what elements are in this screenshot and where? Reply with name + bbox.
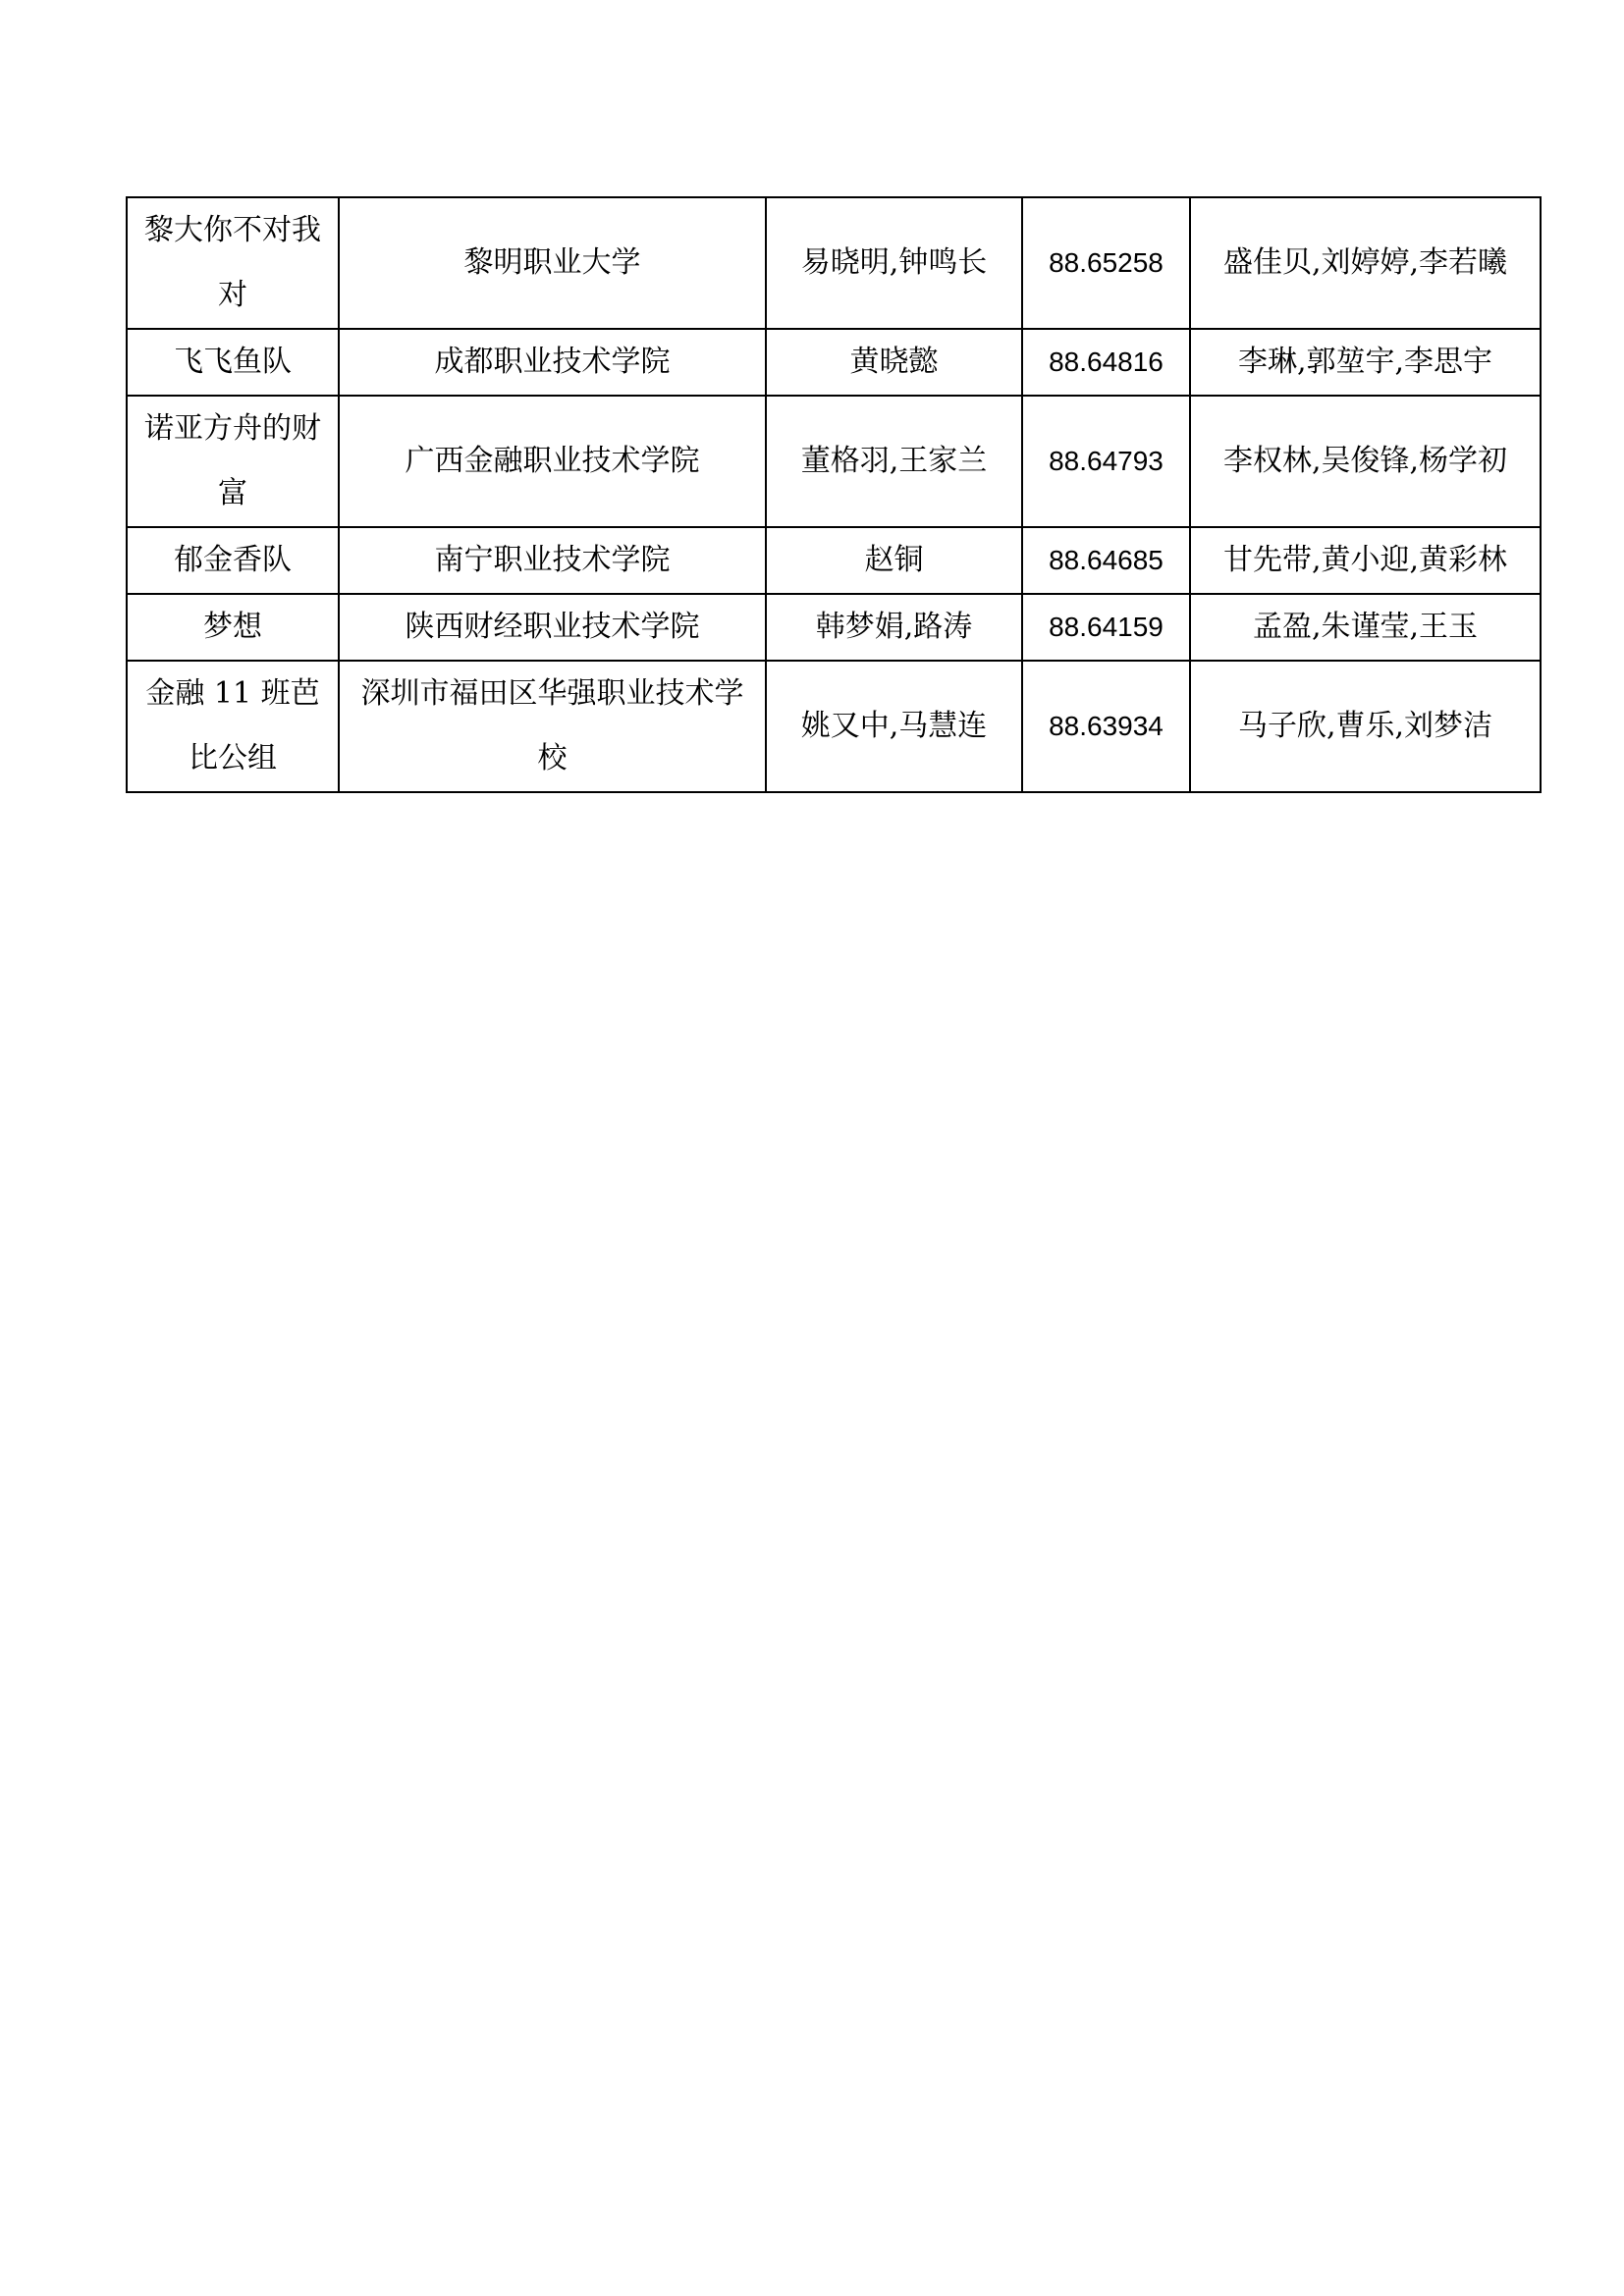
team-name-cell: 梦想 bbox=[127, 594, 339, 661]
members-cell: 李权林,吴俊锋,杨学初 bbox=[1190, 396, 1541, 527]
school-cell: 深圳市福田区华强职业技术学校 bbox=[339, 661, 766, 792]
members-cell: 孟盈,朱谨莹,王玉 bbox=[1190, 594, 1541, 661]
school-cell: 黎明职业大学 bbox=[339, 197, 766, 329]
score-cell: 88.65258 bbox=[1022, 197, 1190, 329]
members-cell: 李琳,郭堃宇,李思宇 bbox=[1190, 329, 1541, 396]
table-row bbox=[127, 329, 1541, 396]
members-cell: 甘先带,黄小迎,黄彩林 bbox=[1190, 527, 1541, 594]
team-name-cell: 飞飞鱼队 bbox=[127, 329, 339, 396]
table-row bbox=[127, 527, 1541, 594]
school-cell: 陕西财经职业技术学院 bbox=[339, 594, 766, 661]
score-cell: 88.63934 bbox=[1022, 661, 1190, 792]
team-name-cell: 金融 11 班芭比公组 bbox=[127, 661, 339, 792]
team-name-cell: 黎大你不对我对 bbox=[127, 197, 339, 329]
table-row bbox=[127, 396, 1541, 527]
score-cell: 88.64685 bbox=[1022, 527, 1190, 594]
advisors-cell: 易晓明,钟鸣长 bbox=[766, 197, 1022, 329]
school-cell: 南宁职业技术学院 bbox=[339, 527, 766, 594]
advisors-cell: 黄晓懿 bbox=[766, 329, 1022, 396]
advisors-cell: 韩梦娟,路涛 bbox=[766, 594, 1022, 661]
advisors-cell: 姚又中,马慧连 bbox=[766, 661, 1022, 792]
results-table bbox=[126, 196, 1542, 793]
table-row bbox=[127, 661, 1541, 792]
score-cell: 88.64159 bbox=[1022, 594, 1190, 661]
team-name-cell: 郁金香队 bbox=[127, 527, 339, 594]
table-row bbox=[127, 594, 1541, 661]
score-cell: 88.64793 bbox=[1022, 396, 1190, 527]
table-row bbox=[127, 197, 1541, 329]
school-cell: 广西金融职业技术学院 bbox=[339, 396, 766, 527]
members-cell: 马子欣,曹乐,刘梦洁 bbox=[1190, 661, 1541, 792]
members-cell: 盛佳贝,刘婷婷,李若曦 bbox=[1190, 197, 1541, 329]
team-name-cell: 诺亚方舟的财富 bbox=[127, 396, 339, 527]
advisors-cell: 赵铜 bbox=[766, 527, 1022, 594]
advisors-cell: 董格羽,王家兰 bbox=[766, 396, 1022, 527]
school-cell: 成都职业技术学院 bbox=[339, 329, 766, 396]
score-cell: 88.64816 bbox=[1022, 329, 1190, 396]
